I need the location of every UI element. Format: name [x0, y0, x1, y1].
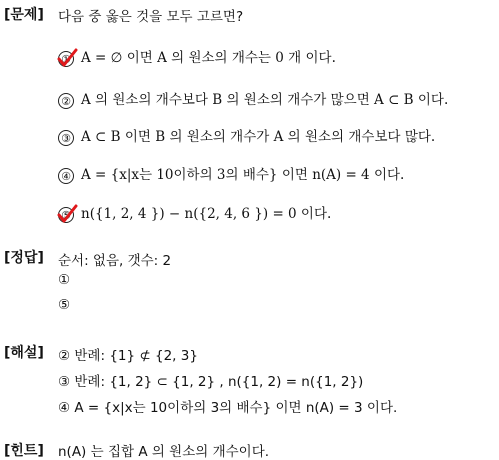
option-5-text: n({1, 2, 4 }) − n({2, 4, 6 }) = 0 이다.: [81, 206, 332, 222]
answer-item-1: ①: [58, 272, 71, 288]
option-1[interactable]: [58, 46, 336, 67]
option-5-marker: [58, 207, 74, 223]
option-1-marker: [58, 51, 74, 67]
explanation-line-1: ② 반례: {1} ⊄ {2, 3}: [58, 348, 198, 364]
option-1-text: A = ∅ 이면 A 의 원소의 개수는 0 개 이다.: [81, 50, 336, 66]
option-3[interactable]: [58, 125, 435, 146]
option-4[interactable]: [58, 163, 404, 184]
hint-label: [힌트]: [4, 443, 44, 459]
option-3-text: A ⊂ B 이면 B 의 원소의 개수가 A 의 원소의 개수보다 많다.: [81, 129, 436, 145]
answer-label: [정답]: [4, 250, 44, 266]
option-2-text: A 의 원소의 개수보다 B 의 원소의 개수가 많으면 A ⊂ B 이다.: [81, 92, 449, 108]
answer-item-2: ⑤: [58, 297, 71, 313]
question-text: 다음 중 옳은 것을 모두 고르면?: [58, 9, 244, 25]
option-2-number: ②: [58, 93, 74, 109]
explanation-line-3: ④ A = {x|x는 10이하의 3의 배수} 이면 n(A) = 3 이다.: [58, 400, 398, 416]
answer-summary: 순서: 없음, 갯수: 2: [58, 253, 172, 269]
option-2[interactable]: [58, 88, 448, 109]
option-5[interactable]: [58, 202, 331, 223]
problem-label: [문제]: [4, 7, 44, 23]
option-4-number: ④: [58, 168, 74, 184]
hint-text: n(A) 는 집합 A 의 원소의 개수이다.: [58, 444, 270, 460]
option-5-number: ⑤: [58, 207, 74, 223]
red-checkmark-icon: [56, 48, 78, 68]
option-3-number: ③: [58, 130, 74, 146]
explanation-line-2: ③ 반례: {1, 2} ⊂ {1, 2} , n({1, 2) = n({1, 2}): [58, 374, 364, 390]
red-checkmark-icon: [56, 204, 78, 224]
option-4-text: A = {x|x는 10이하의 3의 배수} 이면 n(A) = 4 이다.: [81, 167, 405, 183]
explanation-label: [해설]: [4, 345, 44, 361]
option-1-number: ①: [58, 51, 74, 67]
